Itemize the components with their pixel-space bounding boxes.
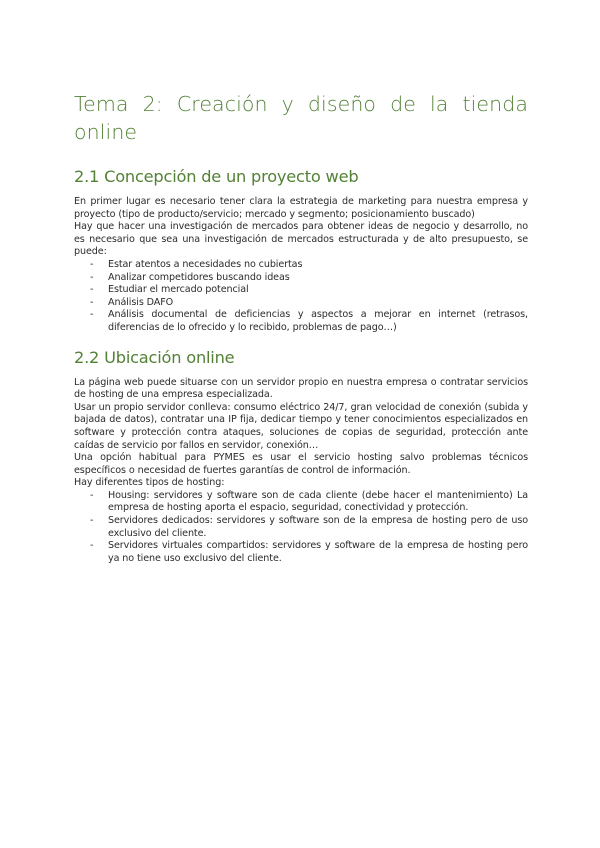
list-item	[90, 540, 528, 565]
list-item-text: Estudiar el mercado potencial	[108, 284, 249, 296]
dash-bullet: -	[90, 540, 94, 552]
list-item-text: Housing: servidores y software son de cada cliente (debe hacer el mantenimiento) La empresa de hosting aporta el espacio, seguridad, conectividad y protección.	[108, 489, 528, 514]
list-item-text: Servidores dedicados: servidores y software son de la empresa de hosting pero de uso exclusivo del cliente.	[108, 515, 528, 539]
list-item-text: Estar atentos a necesidades no cubiertas	[108, 258, 303, 270]
dash-bullet: -	[90, 489, 94, 501]
page-title: Tema 2: Creación y diseño de la tienda online	[74, 92, 528, 144]
dash-bullet: -	[90, 515, 94, 527]
list-item	[90, 515, 528, 540]
section-heading-concepcion: 2.1 Concepción de un proyecto web	[74, 167, 359, 186]
list-item-text: Analizar competidores buscando ideas	[108, 271, 290, 283]
dash-bullet: -	[90, 309, 94, 321]
dash-bullet: -	[90, 296, 94, 308]
list-item-text: Análisis DAFO	[108, 296, 174, 308]
dash-bullet: -	[90, 284, 94, 296]
paragraph: Hay que hacer una investigación de mercados para obtener ideas de negocio y desarrollo, no es necesario que sea una investigación de mercados estructurada y de alto presupuesto, se puede:	[74, 221, 528, 258]
paragraph: Hay diferentes tipos de hosting:	[74, 477, 225, 489]
list-item-text: Servidores virtuales compartidos: servidores y software de la empresa de hosting pero ya no tiene uso exclusivo del cliente.	[108, 540, 528, 564]
bullet-list	[74, 259, 528, 335]
bullet-list	[74, 490, 528, 566]
dash-bullet: -	[90, 258, 94, 270]
paragraph: En primer lugar es necesario tener clara la estrategia de marketing para nuestra empresa y proyecto (tipo de producto/servicio; mercado y segmento; posicionamiento buscado)	[74, 196, 528, 220]
paragraph: Una opción habitual para PYMES es usar el servicio hosting salvo problemas técnicos específicos o necesidad de fuertes garantías de control de información.	[74, 452, 528, 476]
section-heading-ubicacion: 2.2 Ubicación online	[74, 347, 235, 367]
document-page	[74, 90, 528, 565]
dash-bullet: -	[90, 271, 94, 283]
list-item	[90, 272, 528, 285]
paragraph: La página web puede situarse con un servidor propio en nuestra empresa o contratar servicios de hosting de una empresa especializada.	[74, 376, 528, 401]
paragraph: Usar un propio servidor conlleva: consumo eléctrico 24/7, gran velocidad de conexión (subida y bajada de datos), contratar una IP fija, dedicar tiempo y tener conocimientos especializados en software y protección contra ataques, soluciones de copias de seguridad, protección ante caídas de servicio por fallos en servidor, conexión…	[74, 401, 528, 451]
section-body-concepcion	[74, 196, 528, 335]
list-item	[90, 284, 528, 297]
section-body-ubicacion	[74, 377, 528, 566]
list-item-text: Análisis documental de deficiencias y aspectos a mejorar en internet (retrasos, diferencias de lo ofrecido y lo recibido, problemas de pago…)	[108, 309, 528, 333]
list-item	[90, 490, 528, 515]
list-item	[90, 309, 528, 334]
list-item	[90, 259, 528, 272]
list-item	[90, 297, 528, 310]
